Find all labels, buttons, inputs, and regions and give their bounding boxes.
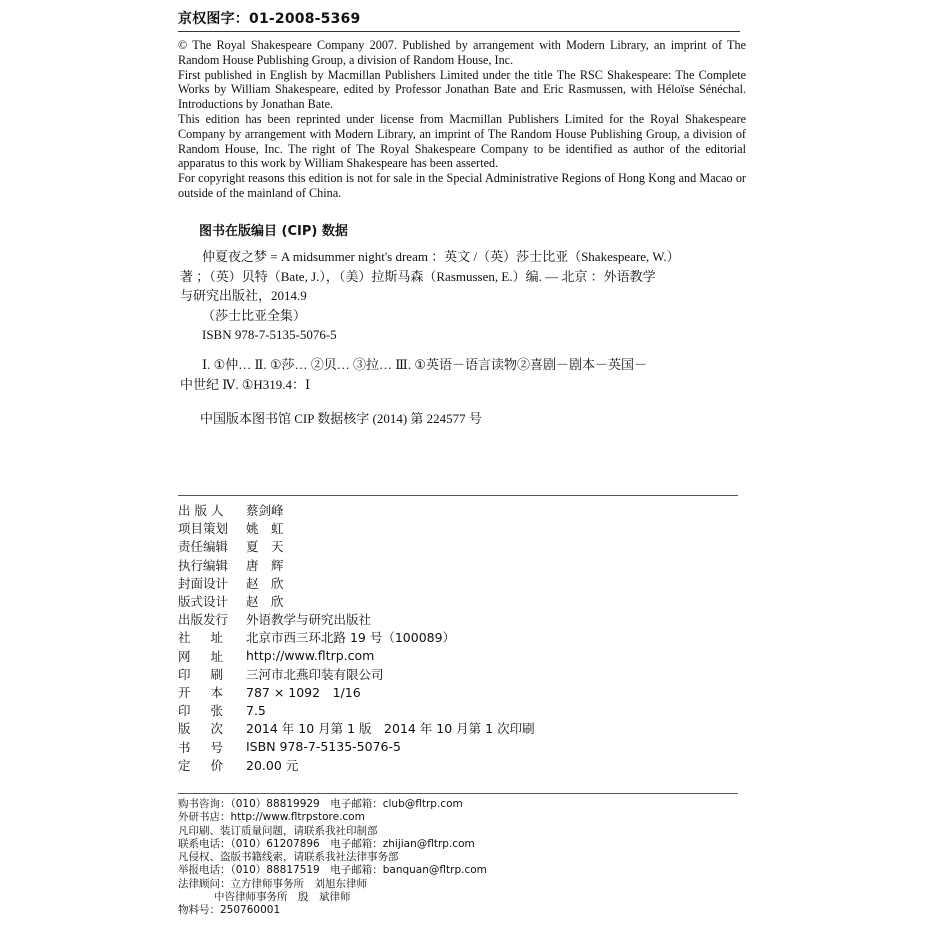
cip-line: 著 ；（英）贝特（Bate, J.），（美）拉斯马森（Rasmussen, E.）编. — 北京 ：外语教学	[180, 268, 656, 284]
copyright-paragraph: For copyright reasons this edition is not for sale in the Special Administrative Regions of Hong Kong and Macao or outside of the mainland of China.	[178, 171, 746, 200]
permit-number: 京权图字：01-2008-5369	[178, 11, 361, 27]
imprint-label: 版次	[178, 721, 244, 737]
imprint-label: 社址	[178, 630, 244, 646]
imprint-value: 三河市北燕印装有限公司	[246, 666, 384, 682]
imprint-row	[178, 556, 535, 574]
contact-line: 联系电话：（010）61207896 电子邮箱：zhijian@fltrp.com	[178, 837, 475, 850]
cip-classification	[180, 355, 750, 394]
cip-verification: 中国版本图书馆 CIP 数据核字 (2014) 第 224577 号	[200, 411, 482, 426]
imprint-label: 项目策划	[178, 521, 229, 537]
contact-divider	[178, 793, 738, 794]
imprint-value: 姚 虹	[246, 521, 284, 537]
imprint-label: 网址	[178, 648, 244, 664]
contact-line: 法律顾问：立方律师事务所 刘旭东律师	[178, 877, 367, 890]
imprint-value: http://www.fltrp.com	[246, 648, 375, 664]
imprint-divider	[178, 495, 738, 496]
imprint-value: 20.00 元	[246, 757, 299, 773]
cip-title: 图书在版编目 (CIP) 数据	[199, 224, 348, 239]
cip-line: （莎士比亚全集）	[202, 307, 307, 323]
imprint-row	[178, 647, 535, 665]
copyright-paragraph: This edition has been reprinted under license from Macmillan Publishers Limited for the Royal Shakespeare Company by arrangement with Modern Library, an imprint of The Random House Publishing Group, a division of Random House, Inc. The right of The Royal Shakespeare Company to be identified as author of the editorial apparatus to this work by William Shakespeare has been asserted.	[178, 111, 746, 171]
imprint-row	[178, 537, 535, 555]
imprint-label: 印刷	[178, 666, 244, 682]
imprint-label: 执行编辑	[178, 557, 229, 573]
imprint-value: 7.5	[246, 702, 266, 718]
imprint-row	[178, 628, 535, 646]
cip-record	[180, 247, 750, 345]
cip-isbn: ISBN 978-7-5135-5076-5	[202, 327, 337, 342]
cip-class-line: Ⅰ. ①仲… Ⅱ. ①莎… ②贝… ③拉… Ⅲ. ①英语－语言读物②喜剧－剧本－英国－	[202, 357, 647, 372]
header-divider	[178, 31, 740, 32]
imprint-value: 唐 辉	[246, 557, 284, 573]
imprint-label: 印张	[178, 703, 244, 719]
cip-class-line: 中世纪 Ⅳ. ①H319.4：Ⅰ	[180, 376, 311, 392]
contact-info	[178, 798, 487, 918]
copyright-paragraph: © The Royal Shakespeare Company 2007. Published by arrangement with Modern Library, an imprint of The Random House Publishing Group, a division of Random House, Inc.	[178, 38, 746, 67]
imprint-label: 书号	[178, 739, 244, 755]
imprint-value: 赵 欣	[246, 575, 284, 591]
imprint-label: 封面设计	[178, 575, 229, 591]
imprint-value: 夏 天	[246, 539, 284, 555]
imprint-label: 定价	[178, 757, 244, 773]
imprint-value: 赵 欣	[246, 594, 284, 610]
contact-line: 凡侵权、盗版书籍线索，请联系我社法律事务部	[178, 851, 399, 864]
imprint-row	[178, 519, 535, 537]
copyright-paragraph: First published in English by Macmillan Publishers Limited under the title The RSC Shakespeare: The Complete Works by William Shakespeare, edited by Professor Jonathan Bate and Eric Rasmussen, with Héloïse Sénéchal. Introductions by Jonathan Bate.	[178, 67, 746, 112]
contact-line: 举报电话：（010）88817519 电子邮箱：banquan@fltrp.com	[178, 864, 487, 877]
contact-line: 中咨律师事务所 殷 斌律师	[214, 891, 351, 904]
copyright-notice	[178, 38, 746, 201]
imprint-row	[178, 574, 535, 592]
imprint-label: 责任编辑	[178, 539, 229, 555]
imprint-value: 外语教学与研究出版社	[246, 612, 372, 628]
imprint-row	[178, 683, 535, 701]
imprint-value: 蔡剑峰	[246, 503, 284, 519]
cip-line: 仲夏夜之梦 = A midsummer night's dream ：英文 /（英）莎士比亚（Shakespeare, W.）	[202, 249, 680, 264]
contact-line: 物料号：250760001	[178, 904, 281, 917]
imprint-label: 出版发行	[178, 612, 229, 628]
imprint-row	[178, 610, 535, 628]
imprint-label: 版式设计	[178, 594, 229, 610]
imprint-label: 开本	[178, 684, 244, 700]
imprint-row	[178, 701, 535, 719]
imprint-row	[178, 592, 535, 610]
imprint-label: 出 版 人	[178, 503, 224, 519]
imprint-row	[178, 665, 535, 683]
imprint-row	[178, 501, 535, 519]
imprint-value: 北京市西三环北路 19 号（100089）	[246, 630, 456, 646]
imprint-table	[178, 501, 535, 774]
imprint-value: ISBN 978-7-5135-5076-5	[246, 739, 401, 755]
imprint-value: 2014 年 10 月第 1 版 2014 年 10 月第 1 次印刷	[246, 721, 535, 737]
imprint-row	[178, 719, 535, 737]
cip-line: 与研究出版社，2014.9	[180, 288, 307, 303]
contact-line: 购书咨询：（010）88819929 电子邮箱：club@fltrp.com	[178, 798, 463, 810]
contact-line: 凡印刷、装订质量问题，请联系我社印制部	[178, 824, 378, 837]
imprint-row	[178, 737, 535, 755]
imprint-row	[178, 756, 535, 774]
contact-line: 外研书店：http://www.fltrpstore.com	[178, 811, 365, 824]
imprint-value: 787 × 1092 1/16	[246, 684, 361, 700]
